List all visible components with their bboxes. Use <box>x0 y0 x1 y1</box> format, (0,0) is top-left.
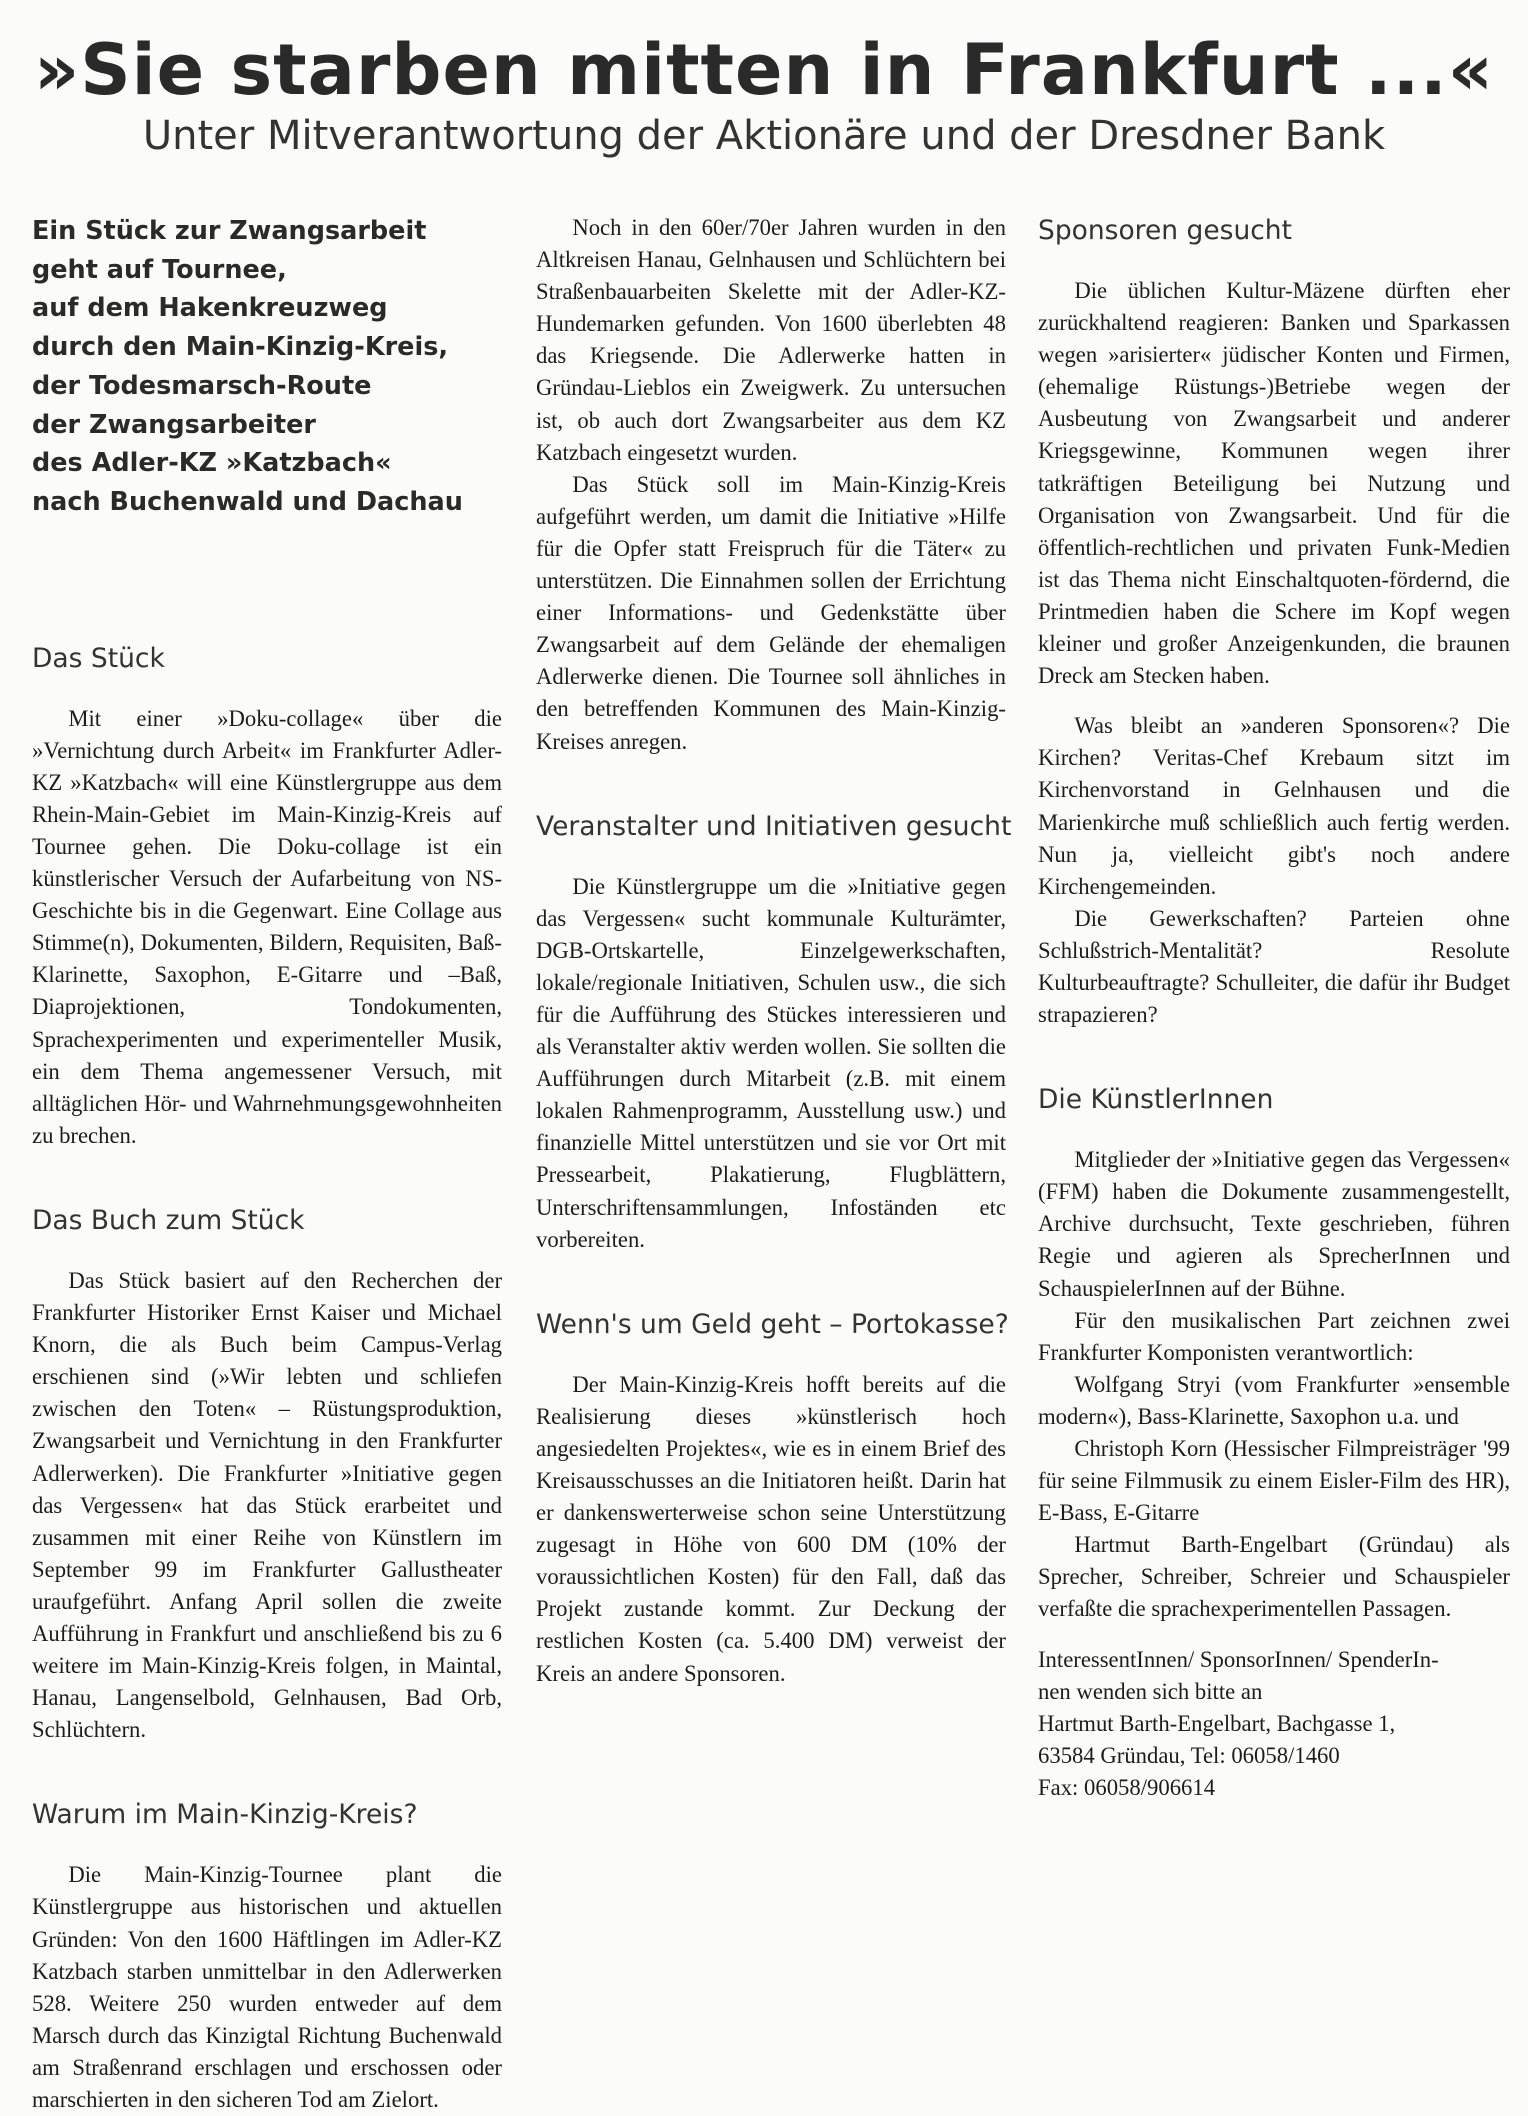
paragraph: Der Main-Kinzig-Kreis hofft bereits auf die Realisierung dieses »künstlerisch hoch angesiedelten Projektes«, wie es in einem Brief des Kreisausschusses an die Initiatoren heißt. Darin hat er dankenswerterweise schon seine Unterstützung zugesagt in Höhe von 600 DM (10% der voraussichtlichen Kosten) für den Fall, daß das Projekt zustande kommt. Zur Deckung der restlichen Kosten (ca. 5.400 DM) verweist der Kreis an andere Sponsoren. <box>536 1371 1006 1686</box>
column-2 <box>536 212 1012 2041</box>
section-heading-stueck: Das Stück <box>32 642 165 674</box>
contact-address: Hartmut Barth-Engelbart, Bachgasse 1, <box>1038 1710 1396 1736</box>
paragraph: Mitglieder der »Initiative gegen das Vergessen« (FFM) haben die Dokumente zusammengestellt, Archive durchsucht, Texte geschrieben, führen Regie und agieren als SprecherInnen und SchauspielerInnen auf der Bühne. <box>1038 1147 1510 1301</box>
paragraph: Wolfgang Stryi (vom Frankfurter »ensemble modern«), Bass-Klarinette, Saxophon u.a. und <box>1038 1371 1510 1429</box>
lead-line: geht auf Tournee, <box>32 254 287 285</box>
paragraph: Das Stück basiert auf den Recherchen der Frankfurter Historiker Ernst Kaiser und Michael Knorn, die als Buch beim Campus-Verlag erschienen sind (»Wir lebten und schliefen zwischen den Toten« – Rüstungsproduktion, Zwangsarbeit und Vernichtung in den Frankfurter Adlerwerken). Die Frankfurter »Initiative gegen das Vergessen« hat das Stück erarbeitet und zusammen mit einer Reihe von Künstlern im September 99 im Frankfurter Gallustheater uraufgeführt. Anfang April sollen die zweite Aufführung in Frankfurt und anschließend bis zu 6 weitere im Main-Kinzig-Kreis folgen, in Maintal, Hanau, Langenselbold, Gelnhausen, Bad Orb, Schlüchtern. <box>32 1267 502 1743</box>
paragraph: Die üblichen Kultur-Mäzene dürften eher zurückhaltend reagieren: Banken und Sparkassen wegen »arisierter« jüdischer Konten und Firmen, (ehemalige Rüstungs-)Betriebe wegen der Ausbeutung von Zwangsarbeit und anderer Kriegsgewinne, Kommunen wegen ihrer tatkräftigen Beteiligung bei Nutzung und Organisation von Zwangsarbeit. Und für die öffentlich-rechtlichen und privaten Funk-Medien ist das Thema nicht Einschaltquoten-fördernd, die Printmedien haben die Schere im Kopf wegen kleiner und großer Anzeigenkunden, die braunen Dreck am Stecken haben. <box>1038 278 1510 689</box>
paragraph: Für den musikalischen Part zeichnen zwei Frankfurter Komponisten verantwortlich: <box>1038 1307 1510 1365</box>
contact-phone: 63584 Gründau, Tel: 06058/1460 <box>1038 1742 1340 1768</box>
section-heading-buch: Das Buch zum Stück <box>32 1204 305 1236</box>
article-title: »Sie starben mitten in Frankfurt ...« <box>33 29 1494 111</box>
lead-line: der Zwangsarbeiter <box>32 409 316 440</box>
paragraph: Das Stück soll im Main-Kinzig-Kreis aufgeführt werden, um damit die Initiative »Hilfe für die Opfer statt Freispruch für die Täter« zu unterstützen. Die Einnahmen sollen der Errichtung einer Informations- und Gedenkstätte über Zwangsarbeit auf dem Gelände der ehemaligen Adlerwerke dienen. Die Tournee soll ähnliches in den betreffenden Kommunen des Main-Kinzig-Kreises anregen. <box>536 471 1006 754</box>
lead-line: nach Buchenwald und Dachau <box>32 486 463 517</box>
lead-line: Ein Stück zur Zwangsarbeit <box>32 216 427 246</box>
contact-line: InteressentInnen/ SponsorInnen/ SpenderIn- <box>1038 1646 1439 1672</box>
paragraph: Christoph Korn (Hessischer Filmpreisträger '99 für seine Filmmusik zu einem Eisler-Film des HR), E-Bass, E-Gitarre <box>1038 1436 1510 1526</box>
section-heading-kuenstler: Die KünstlerInnen <box>1038 1084 1274 1116</box>
contact-block <box>1038 1644 1510 1804</box>
lead-line: durch den Main-Kinzig-Kreis, <box>32 332 449 363</box>
paragraph: Was bleibt an »anderen Sponsoren«? Die Kirchen? Veritas-Chef Krebaum sitzt im Kirchenvorstand in Gelnhausen und die Marienkirche muß schließlich auch fertig werden. Nun ja, vielleicht gibt's noch andere Kirchengemeinden. <box>1038 713 1510 899</box>
paragraph: Mit einer »Doku-collage« über die »Vernichtung durch Arbeit« im Frankfurter Adler-KZ »Katzbach« will eine Künstlergruppe aus dem Rhein-Main-Gebiet im Main-Kinzig-Kreis auf Tournee gehen. Die Doku-collage ist ein künstlerischer Versuch der Aufarbeitung von NS-Geschichte bis in die Gegenwart. Eine Collage aus Stimme(n), Dokumenten, Bildern, Requisiten, Baß-Klarinette, Saxophon, E-Gitarre und –Baß, Diaprojektionen, Tondokumenten, Sprachexperimenten und experimenteller Musik, ein dem Thema angemessener Versuch, mit alltäglichen Hör- und Wahrnehmungsgewohnheiten zu brechen. <box>32 705 502 1148</box>
column-3 <box>1038 212 1510 2041</box>
section-heading-geld: Wenn's um Geld geht – Portokasse? <box>536 1308 1009 1340</box>
contact-line: nen wenden sich bitte an <box>1038 1678 1263 1704</box>
lead-line: auf dem Hakenkreuzweg <box>32 293 388 324</box>
paragraph: Hartmut Barth-Engelbart (Gründau) als Sprecher, Schreiber, Schreier und Schauspieler verfaßte die sprachexperimentellen Passagen. <box>1038 1532 1510 1622</box>
article-subtitle: Unter Mitverantwortung der Aktionäre und der Dresdner Bank <box>142 113 1386 159</box>
section-heading-warum: Warum im Main-Kinzig-Kreis? <box>32 1799 418 1831</box>
section-heading-sponsoren: Sponsoren gesucht <box>1038 215 1292 246</box>
lead-line: der Todesmarsch-Route <box>32 370 372 401</box>
paragraph: Die Künstlergruppe um die »Initiative gegen das Vergessen« sucht kommunale Kulturämter, DGB-Ortskartelle, Einzelgewerkschaften, lokale/regionale Initiativen, Schulen usw., die sich für die Aufführung des Stückes interessieren und als Veranstalter aktiv werden wollen. Sie sollten die Aufführungen durch Mitarbeit (z.B. mit einem lokalen Rahmenprogramm, Ausstellung usw.) und finanzielle Mittel unterstützen und sie vor Ort mit Pressearbeit, Plakatierung, Flugblättern, Unterschriftensammlungen, Infoständen etc vorbereiten. <box>536 873 1006 1252</box>
contact-fax: Fax: 06058/906614 <box>1038 1774 1216 1800</box>
column-1 <box>32 212 502 2112</box>
section-heading-veranstalter: Veranstalter und Initiativen gesucht <box>536 810 1012 842</box>
lead-block <box>32 212 502 522</box>
paragraph: Die Main-Kinzig-Tournee plant die Künstlergruppe aus historischen und aktuellen Gründen: Von den 1600 Häftlingen im Adler-KZ Katzbach starben unmittelbar in den Adlerwerken 528. Weitere 250 wurden entweder auf dem Marsch durch das Kinzigtal Richtung Buchenwald am Straßenrand erschlagen und erschossen oder marschierten in den sicheren Tod am Zielort. <box>32 1862 502 2112</box>
paragraph: Noch in den 60er/70er Jahren wurden in den Altkreisen Hanau, Gelnhausen und Schlüchtern bei Straßenbauarbeiten Skelette mit der Adler-KZ-Hundemarken gefunden. Von 1600 überlebten 48 das Kriegsende. Die Adlerwerke hatten in Gründau-Lieblos ein Zweigwerk. Zu untersuchen ist, ob auch dort Zwangsarbeiter aus dem KZ Katzbach eingesetzt wurden. <box>536 215 1006 465</box>
lead-line: des Adler-KZ »Katzbach« <box>32 448 392 479</box>
paragraph: Die Gewerkschaften? Parteien ohne Schlußstrich-Mentalität? Resolute Kulturbeauftragte? Schulleiter, die dafür ihr Budget strapazieren? <box>1038 905 1510 1028</box>
